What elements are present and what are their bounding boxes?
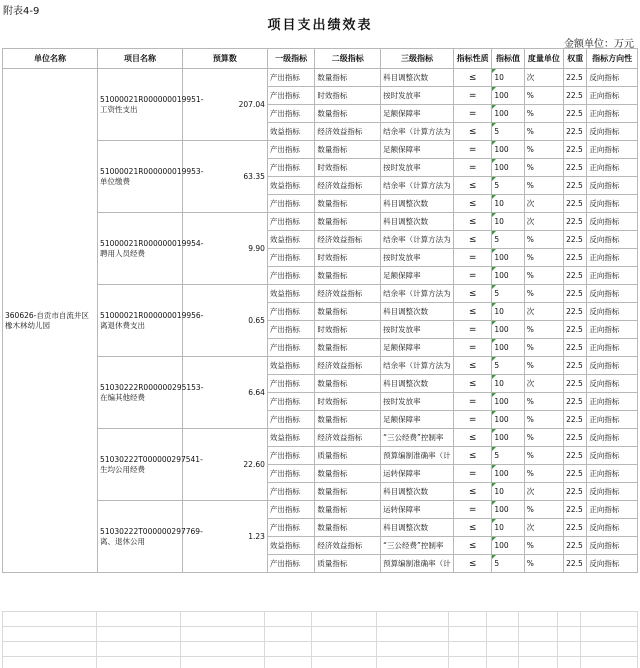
indicator-nature-cell: ≤ — [453, 555, 491, 573]
level1-indicator-cell: 产出指标 — [267, 375, 315, 393]
level1-indicator-cell: 效益指标 — [267, 231, 315, 249]
direction-cell: 正向指标 — [587, 87, 638, 105]
weight-cell: 22.5 — [564, 537, 587, 555]
measure-unit-cell: 次 — [524, 519, 563, 537]
indicator-nature-cell: = — [453, 267, 491, 285]
indicator-value-cell: 10 — [492, 483, 524, 501]
indicator-value-cell: 100 — [492, 411, 524, 429]
weight-cell: 22.5 — [564, 213, 587, 231]
indicator-nature-cell: = — [453, 393, 491, 411]
table-body — [3, 69, 638, 573]
level2-indicator-cell: 质量指标 — [315, 447, 381, 465]
header-nature: 指标性质 — [453, 49, 491, 69]
budget-cell: 207.04 — [182, 69, 267, 141]
level3-indicator-cell: 预算编制准确率（计 — [381, 447, 454, 465]
direction-cell: 正向指标 — [587, 249, 638, 267]
direction-cell: 反向指标 — [587, 483, 638, 501]
measure-unit-cell: % — [524, 555, 563, 573]
weight-cell: 22.5 — [564, 249, 587, 267]
level2-indicator-cell: 经济效益指标 — [315, 177, 381, 195]
indicator-value-cell: 100 — [492, 537, 524, 555]
level1-indicator-cell: 效益指标 — [267, 429, 315, 447]
indicator-nature-cell: ≤ — [453, 429, 491, 447]
level1-indicator-cell: 产出指标 — [267, 195, 315, 213]
level2-indicator-cell: 数量指标 — [315, 411, 381, 429]
indicator-value-cell: 5 — [492, 231, 524, 249]
level1-indicator-cell: 效益指标 — [267, 123, 315, 141]
measure-unit-cell: % — [524, 501, 563, 519]
measure-unit-cell: % — [524, 249, 563, 267]
indicator-nature-cell: ≤ — [453, 357, 491, 375]
indicator-value-cell: 100 — [492, 501, 524, 519]
header-weight: 权重 — [564, 49, 587, 69]
level2-indicator-cell: 时效指标 — [315, 159, 381, 177]
indicator-nature-cell: ≤ — [453, 123, 491, 141]
header-level2: 二级指标 — [315, 49, 381, 69]
level2-indicator-cell: 数量指标 — [315, 519, 381, 537]
direction-cell: 反向指标 — [587, 177, 638, 195]
indicator-nature-cell: = — [453, 321, 491, 339]
weight-cell: 22.5 — [564, 69, 587, 87]
level2-indicator-cell: 数量指标 — [315, 375, 381, 393]
grid-line — [2, 611, 638, 612]
indicator-nature-cell: ≤ — [453, 447, 491, 465]
indicator-value-cell: 100 — [492, 393, 524, 411]
measure-unit-cell: % — [524, 87, 563, 105]
budget-cell: 9.90 — [182, 213, 267, 285]
indicator-value-cell: 100 — [492, 87, 524, 105]
level1-indicator-cell: 产出指标 — [267, 213, 315, 231]
level3-indicator-cell: 预算编制准确率（计 — [381, 555, 454, 573]
level1-indicator-cell: 产出指标 — [267, 465, 315, 483]
project-name-cell: 51000021R000000019954-聘用人员经费 — [98, 213, 183, 285]
level2-indicator-cell: 经济效益指标 — [315, 537, 381, 555]
grid-line — [557, 611, 558, 668]
grid-line — [376, 611, 377, 668]
measure-unit-cell: 次 — [524, 303, 563, 321]
level1-indicator-cell: 产出指标 — [267, 249, 315, 267]
grid-line — [96, 611, 97, 668]
level3-indicator-cell: “三公经费”控制率 — [381, 429, 454, 447]
indicator-nature-cell: = — [453, 249, 491, 267]
measure-unit-cell: % — [524, 465, 563, 483]
indicator-value-cell: 100 — [492, 141, 524, 159]
level3-indicator-cell: 科目调整次数 — [381, 195, 454, 213]
project-name-cell: 51030222T000000297541-生均公用经费 — [98, 429, 183, 501]
measure-unit-cell: 次 — [524, 69, 563, 87]
weight-cell: 22.5 — [564, 375, 587, 393]
measure-unit-cell: 次 — [524, 213, 563, 231]
direction-cell: 反向指标 — [587, 357, 638, 375]
grid-line — [486, 611, 487, 668]
level2-indicator-cell: 时效指标 — [315, 393, 381, 411]
weight-cell: 22.5 — [564, 501, 587, 519]
measure-unit-cell: % — [524, 429, 563, 447]
level3-indicator-cell: 运转保障率 — [381, 465, 454, 483]
indicator-nature-cell: ≤ — [453, 177, 491, 195]
header-unit-name: 单位名称 — [3, 49, 98, 69]
measure-unit-cell: 次 — [524, 483, 563, 501]
level3-indicator-cell: 结余率（计算方法为 — [381, 357, 454, 375]
header-direction: 指标方向性 — [587, 49, 638, 69]
direction-cell: 反向指标 — [587, 213, 638, 231]
indicator-value-cell: 5 — [492, 123, 524, 141]
measure-unit-cell: % — [524, 177, 563, 195]
direction-cell: 反向指标 — [587, 555, 638, 573]
level1-indicator-cell: 产出指标 — [267, 447, 315, 465]
level1-indicator-cell: 产出指标 — [267, 87, 315, 105]
header-measure-unit: 度量单位 — [524, 49, 563, 69]
level2-indicator-cell: 数量指标 — [315, 501, 381, 519]
indicator-nature-cell: = — [453, 411, 491, 429]
weight-cell: 22.5 — [564, 483, 587, 501]
weight-cell: 22.5 — [564, 465, 587, 483]
weight-cell: 22.5 — [564, 411, 587, 429]
budget-cell: 6.64 — [182, 357, 267, 429]
direction-cell: 反向指标 — [587, 537, 638, 555]
weight-cell: 22.5 — [564, 159, 587, 177]
level3-indicator-cell: 结余率（计算方法为 — [381, 177, 454, 195]
budget-cell: 0.65 — [182, 285, 267, 357]
level3-indicator-cell: 足额保障率 — [381, 411, 454, 429]
level1-indicator-cell: 产出指标 — [267, 555, 315, 573]
indicator-nature-cell: = — [453, 339, 491, 357]
level2-indicator-cell: 经济效益指标 — [315, 231, 381, 249]
weight-cell: 22.5 — [564, 357, 587, 375]
measure-unit-cell: % — [524, 447, 563, 465]
level3-indicator-cell: 足额保障率 — [381, 267, 454, 285]
indicator-nature-cell: ≤ — [453, 483, 491, 501]
level1-indicator-cell: 效益指标 — [267, 177, 315, 195]
weight-cell: 22.5 — [564, 303, 587, 321]
direction-cell: 反向指标 — [587, 429, 638, 447]
indicator-value-cell: 5 — [492, 177, 524, 195]
indicator-nature-cell: = — [453, 159, 491, 177]
weight-cell: 22.5 — [564, 447, 587, 465]
level1-indicator-cell: 产出指标 — [267, 267, 315, 285]
indicator-value-cell: 10 — [492, 195, 524, 213]
header-level3: 三级指标 — [381, 49, 454, 69]
grid-line — [311, 611, 312, 668]
level3-indicator-cell: 科目调整次数 — [381, 69, 454, 87]
level2-indicator-cell: 经济效益指标 — [315, 429, 381, 447]
indicator-value-cell: 10 — [492, 375, 524, 393]
level2-indicator-cell: 时效指标 — [315, 321, 381, 339]
table-row — [3, 69, 638, 87]
direction-cell: 正向指标 — [587, 105, 638, 123]
project-name-cell: 51000021R000000019951-工资性支出 — [98, 69, 183, 141]
weight-cell: 22.5 — [564, 339, 587, 357]
level1-indicator-cell: 效益指标 — [267, 537, 315, 555]
measure-unit-cell: 次 — [524, 375, 563, 393]
header-value: 指标值 — [492, 49, 524, 69]
level3-indicator-cell: 足额保障率 — [381, 105, 454, 123]
level1-indicator-cell: 产出指标 — [267, 321, 315, 339]
project-name-cell: 51030222T000000297769-离、退休公用 — [98, 501, 183, 573]
level2-indicator-cell: 时效指标 — [315, 249, 381, 267]
direction-cell: 正向指标 — [587, 141, 638, 159]
measure-unit-cell: % — [524, 411, 563, 429]
level3-indicator-cell: 结余率（计算方法为 — [381, 231, 454, 249]
header-row — [3, 49, 638, 69]
grid-line — [448, 611, 449, 668]
table-row — [3, 357, 638, 375]
direction-cell: 正向指标 — [587, 501, 638, 519]
grid-line — [264, 611, 265, 668]
weight-cell: 22.5 — [564, 285, 587, 303]
indicator-nature-cell: ≤ — [453, 231, 491, 249]
indicator-nature-cell: ≤ — [453, 69, 491, 87]
indicator-value-cell: 100 — [492, 249, 524, 267]
indicator-value-cell: 10 — [492, 303, 524, 321]
unit-name-cell: 360626-自贡市自流井区橡木林幼儿园 — [3, 69, 98, 573]
level3-indicator-cell: 按时发放率 — [381, 321, 454, 339]
measure-unit-cell: % — [524, 339, 563, 357]
level3-indicator-cell: 按时发放率 — [381, 87, 454, 105]
budget-cell: 22.60 — [182, 429, 267, 501]
level3-indicator-cell: 结余率（计算方法为 — [381, 123, 454, 141]
level2-indicator-cell: 数量指标 — [315, 213, 381, 231]
level1-indicator-cell: 产出指标 — [267, 303, 315, 321]
weight-cell: 22.5 — [564, 321, 587, 339]
table-row — [3, 501, 638, 519]
budget-cell: 63.35 — [182, 141, 267, 213]
level3-indicator-cell: 科目调整次数 — [381, 519, 454, 537]
indicator-value-cell: 100 — [492, 105, 524, 123]
level2-indicator-cell: 数量指标 — [315, 141, 381, 159]
level1-indicator-cell: 产出指标 — [267, 519, 315, 537]
indicator-nature-cell: ≤ — [453, 537, 491, 555]
measure-unit-cell: % — [524, 159, 563, 177]
grid-line — [2, 656, 638, 657]
level2-indicator-cell: 数量指标 — [315, 105, 381, 123]
level2-indicator-cell: 数量指标 — [315, 303, 381, 321]
direction-cell: 反向指标 — [587, 375, 638, 393]
level2-indicator-cell: 经济效益指标 — [315, 357, 381, 375]
measure-unit-cell: % — [524, 267, 563, 285]
measure-unit-cell: 次 — [524, 195, 563, 213]
weight-cell: 22.5 — [564, 105, 587, 123]
direction-cell: 反向指标 — [587, 447, 638, 465]
indicator-nature-cell: ≤ — [453, 285, 491, 303]
header-project-name: 项目名称 — [98, 49, 183, 69]
level3-indicator-cell: 科目调整次数 — [381, 483, 454, 501]
level1-indicator-cell: 产出指标 — [267, 69, 315, 87]
page-title: 项目支出绩效表 — [267, 18, 373, 33]
level2-indicator-cell: 数量指标 — [315, 339, 381, 357]
level1-indicator-cell: 产出指标 — [267, 339, 315, 357]
weight-cell: 22.5 — [564, 267, 587, 285]
grid-line — [2, 641, 638, 642]
indicator-nature-cell: ≤ — [453, 195, 491, 213]
level3-indicator-cell: 结余率（计算方法为 — [381, 285, 454, 303]
empty-spreadsheet-grid — [2, 611, 638, 668]
measure-unit-cell: % — [524, 231, 563, 249]
level1-indicator-cell: 效益指标 — [267, 357, 315, 375]
grid-line — [2, 611, 3, 668]
table-row — [3, 213, 638, 231]
level3-indicator-cell: “三公经费”控制率 — [381, 537, 454, 555]
weight-cell: 22.5 — [564, 429, 587, 447]
indicator-value-cell: 5 — [492, 285, 524, 303]
level3-indicator-cell: 按时发放率 — [381, 249, 454, 267]
budget-cell: 1.23 — [182, 501, 267, 573]
weight-cell: 22.5 — [564, 141, 587, 159]
direction-cell: 正向指标 — [587, 411, 638, 429]
amount-unit-label: 金额单位：万元 — [564, 39, 634, 50]
direction-cell: 正向指标 — [587, 321, 638, 339]
measure-unit-cell: % — [524, 357, 563, 375]
indicator-value-cell: 100 — [492, 321, 524, 339]
level2-indicator-cell: 经济效益指标 — [315, 285, 381, 303]
level1-indicator-cell: 产出指标 — [267, 483, 315, 501]
indicator-nature-cell: ≤ — [453, 303, 491, 321]
measure-unit-cell: % — [524, 321, 563, 339]
indicator-value-cell: 5 — [492, 447, 524, 465]
level2-indicator-cell: 数量指标 — [315, 267, 381, 285]
indicator-nature-cell: = — [453, 87, 491, 105]
level2-indicator-cell: 数量指标 — [315, 465, 381, 483]
indicator-nature-cell: = — [453, 465, 491, 483]
weight-cell: 22.5 — [564, 519, 587, 537]
weight-cell: 22.5 — [564, 231, 587, 249]
project-name-cell: 51030222R000000295153-在编其他经费 — [98, 357, 183, 429]
weight-cell: 22.5 — [564, 177, 587, 195]
project-name-cell: 51000021R000000019956-离退休费支出 — [98, 285, 183, 357]
indicator-value-cell: 10 — [492, 69, 524, 87]
weight-cell: 22.5 — [564, 393, 587, 411]
level1-indicator-cell: 产出指标 — [267, 393, 315, 411]
indicator-value-cell: 10 — [492, 213, 524, 231]
measure-unit-cell: % — [524, 537, 563, 555]
table-row — [3, 285, 638, 303]
level3-indicator-cell: 按时发放率 — [381, 159, 454, 177]
level2-indicator-cell: 数量指标 — [315, 483, 381, 501]
weight-cell: 22.5 — [564, 87, 587, 105]
level1-indicator-cell: 效益指标 — [267, 285, 315, 303]
weight-cell: 22.5 — [564, 123, 587, 141]
table-row — [3, 429, 638, 447]
direction-cell: 反向指标 — [587, 285, 638, 303]
direction-cell: 反向指标 — [587, 231, 638, 249]
indicator-value-cell: 100 — [492, 267, 524, 285]
weight-cell: 22.5 — [564, 555, 587, 573]
level3-indicator-cell: 运转保障率 — [381, 501, 454, 519]
grid-line — [518, 611, 519, 668]
header-budget: 预算数 — [182, 49, 267, 69]
level2-indicator-cell: 数量指标 — [315, 69, 381, 87]
table-row — [3, 141, 638, 159]
level1-indicator-cell: 产出指标 — [267, 411, 315, 429]
project-name-cell: 51000021R000000019953-单位缴费 — [98, 141, 183, 213]
level3-indicator-cell: 科目调整次数 — [381, 303, 454, 321]
indicator-value-cell: 5 — [492, 555, 524, 573]
direction-cell: 反向指标 — [587, 69, 638, 87]
indicator-value-cell: 5 — [492, 357, 524, 375]
indicator-nature-cell: ≤ — [453, 519, 491, 537]
level2-indicator-cell: 经济效益指标 — [315, 123, 381, 141]
direction-cell: 正向指标 — [587, 465, 638, 483]
direction-cell: 反向指标 — [587, 303, 638, 321]
indicator-value-cell: 100 — [492, 429, 524, 447]
direction-cell: 反向指标 — [587, 123, 638, 141]
weight-cell: 22.5 — [564, 195, 587, 213]
indicator-value-cell: 10 — [492, 519, 524, 537]
level3-indicator-cell: 科目调整次数 — [381, 375, 454, 393]
level3-indicator-cell: 科目调整次数 — [381, 213, 454, 231]
direction-cell: 反向指标 — [587, 519, 638, 537]
indicator-nature-cell: = — [453, 141, 491, 159]
level1-indicator-cell: 产出指标 — [267, 141, 315, 159]
grid-line — [2, 626, 638, 627]
indicator-value-cell: 100 — [492, 465, 524, 483]
direction-cell: 正向指标 — [587, 159, 638, 177]
direction-cell: 反向指标 — [587, 195, 638, 213]
level1-indicator-cell: 产出指标 — [267, 501, 315, 519]
level2-indicator-cell: 数量指标 — [315, 195, 381, 213]
grid-line — [637, 611, 638, 668]
indicator-value-cell: 100 — [492, 159, 524, 177]
indicator-value-cell: 100 — [492, 339, 524, 357]
measure-unit-cell: % — [524, 123, 563, 141]
indicator-nature-cell: ≤ — [453, 375, 491, 393]
indicator-nature-cell: ≤ — [453, 213, 491, 231]
indicator-nature-cell: = — [453, 105, 491, 123]
level3-indicator-cell: 足额保障率 — [381, 339, 454, 357]
direction-cell: 正向指标 — [587, 267, 638, 285]
level3-indicator-cell: 按时发放率 — [381, 393, 454, 411]
indicator-nature-cell: = — [453, 501, 491, 519]
measure-unit-cell: % — [524, 141, 563, 159]
level2-indicator-cell: 质量指标 — [315, 555, 381, 573]
appendix-label: 附表4-9 — [3, 6, 40, 17]
level1-indicator-cell: 产出指标 — [267, 105, 315, 123]
header-level1: 一级指标 — [267, 49, 315, 69]
measure-unit-cell: % — [524, 393, 563, 411]
grid-line — [580, 611, 581, 668]
measure-unit-cell: % — [524, 285, 563, 303]
grid-line — [180, 611, 181, 668]
performance-table — [2, 48, 638, 573]
measure-unit-cell: % — [524, 105, 563, 123]
direction-cell: 正向指标 — [587, 339, 638, 357]
direction-cell: 正向指标 — [587, 393, 638, 411]
level3-indicator-cell: 足额保障率 — [381, 141, 454, 159]
level2-indicator-cell: 时效指标 — [315, 87, 381, 105]
level1-indicator-cell: 产出指标 — [267, 159, 315, 177]
